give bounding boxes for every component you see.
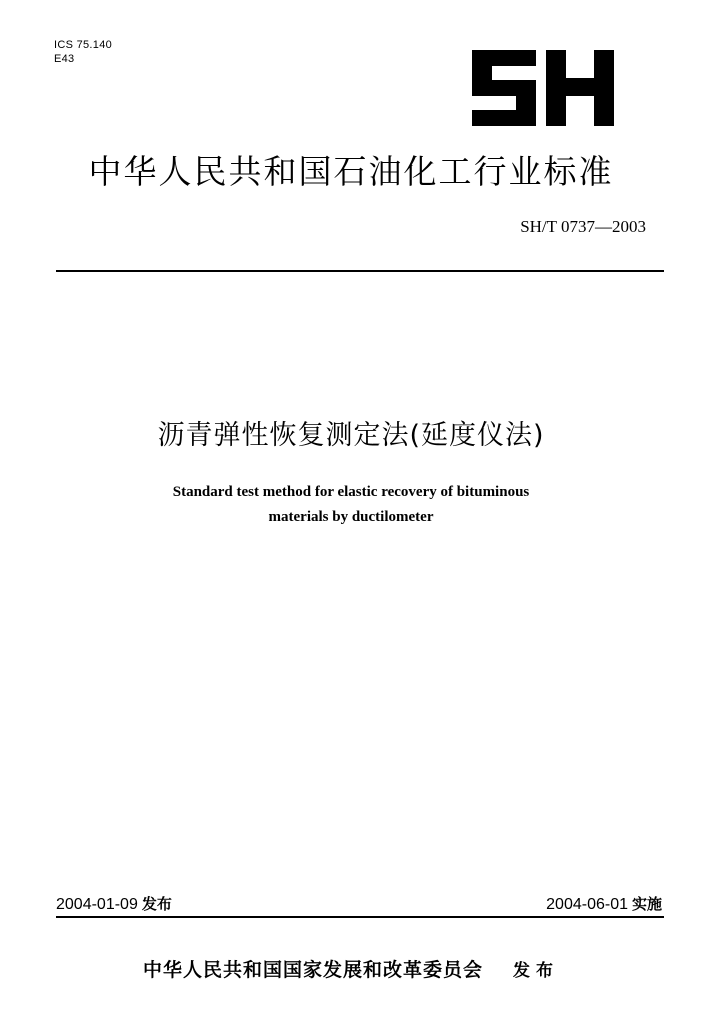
issue-date-label: 发布 <box>141 895 172 913</box>
class-code: E43 <box>54 53 75 65</box>
issuer-line <box>0 955 702 982</box>
issue-date <box>56 893 172 914</box>
issuer-verb: 发布 <box>513 961 559 981</box>
implementation-date-label: 实施 <box>631 895 662 913</box>
document-title-en <box>0 480 702 530</box>
issue-date-value: 2004-01-09 <box>56 896 138 913</box>
implementation-date-value: 2004-06-01 <box>546 896 628 913</box>
issuer-name: 中华人民共和国国家发展和改革委员会 <box>142 959 483 981</box>
title-en-line2: materials by ductilometer <box>268 509 434 525</box>
classification-codes <box>54 38 112 66</box>
title-en-line1: Standard test method for elastic recovery of bituminous <box>172 484 530 500</box>
ics-code: ICS 75.140 <box>54 39 113 51</box>
standard-title: 中华人民共和国石油化工行业标准 <box>88 152 614 191</box>
sh-logo <box>470 48 618 128</box>
standard-code: SH/T 0737—2003 <box>520 217 646 236</box>
header-divider <box>56 270 664 272</box>
implementation-date <box>546 893 662 914</box>
footer-divider <box>56 916 664 918</box>
document-title-cn: 沥青弹性恢复测定法(延度仪法) <box>157 420 545 451</box>
